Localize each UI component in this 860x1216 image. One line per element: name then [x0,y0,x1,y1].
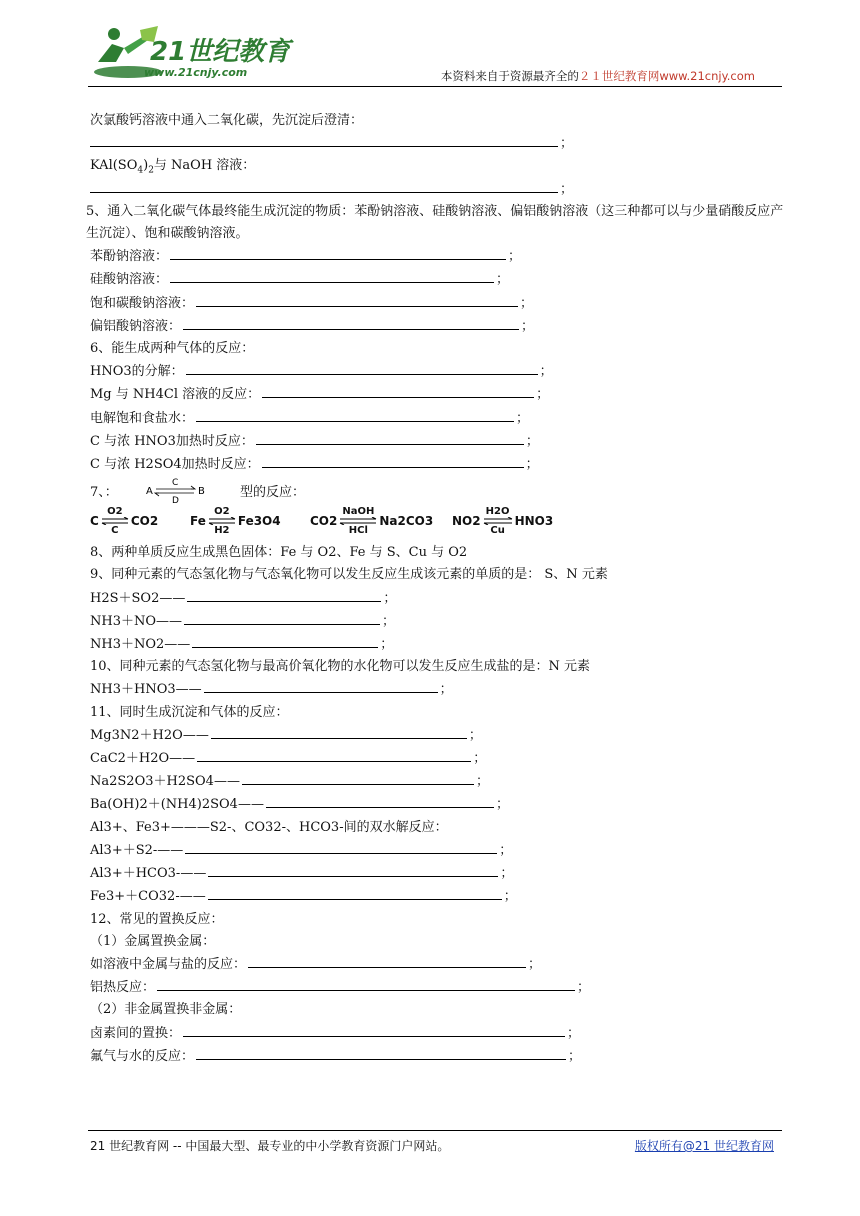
footer-text: 21 世纪教育网 -- 中国最大型、最专业的中小学教育资源门户网站。 [90,1139,450,1153]
diagram-b: B [198,486,205,498]
equation-example [310,506,433,536]
logo-text: 21世纪教育 [150,37,291,67]
answer-blank[interactable] [183,1022,565,1037]
answer-blank[interactable] [184,610,380,625]
question-text: ) [143,158,149,174]
answer-blank[interactable] [185,839,497,854]
answer-row [90,292,790,315]
double-arrow-icon [101,517,129,525]
header-note-url[interactable]: www.21cnjy.com [659,69,755,83]
answer-blank[interactable] [262,453,524,468]
item-label: 硅酸钠溶液： [90,272,169,288]
answer-blank[interactable] [196,1045,566,1060]
semicolon: ； [468,727,482,743]
semicolon: ； [500,866,514,882]
answer-row [90,724,790,747]
item-label: HNO3的分解： [90,364,184,380]
semicolon: ； [525,457,539,473]
section-9-heading: 9、同种元素的气态氢化物与气态氧化物可以发生反应生成该元素的单质的是： S、N 元素 [90,567,608,583]
double-arrow-icon [483,517,513,525]
answer-blank[interactable] [90,178,558,193]
item-label: Mg3N2＋H2O—— [90,727,209,743]
reversible-arrow-icon [483,506,513,536]
answer-row [90,976,790,999]
answer-row [90,678,790,701]
item-label: Mg 与 NH4Cl 溶液的反应： [90,387,261,403]
item-label: 卤素间的置换： [90,1025,182,1041]
section-6-heading: 6、能生成两种气体的反应： [90,341,255,357]
semicolon: ； [439,682,453,698]
section-12-subheading: （2）非金属置换非金属： [90,1002,242,1018]
answer-blank[interactable] [197,747,471,762]
equation-example [90,506,158,536]
answer-row [90,245,790,268]
double-arrow-icon [339,517,377,525]
section-12-subheading: （1）金属置换金属： [90,933,216,949]
header-divider [88,86,782,87]
arrow-bottom-reagent: HCl [348,525,368,537]
answer-blank[interactable] [196,407,514,422]
diagram-a: A [146,486,153,498]
equation-product: CO2 [130,514,159,529]
reversible-arrow-icon [208,506,236,536]
arrow-bottom-reagent: H2 [214,525,230,537]
section-5-heading: 5、通入二氧化碳气体最终能生成沉淀的物质：苯酚钠溶液、硅酸钠溶液、偏铝酸钠溶液（这三种都可以与少量硝酸反应产生沉淀）、饱和碳酸钠溶液。 [86,203,784,242]
answer-blank[interactable] [208,862,498,877]
item-label: NH3＋NO—— [90,613,183,629]
answer-blank[interactable] [262,383,534,398]
item-label: 电解饱和食盐水： [90,410,195,426]
equation-product: HNO3 [514,514,554,529]
answer-row [90,885,790,908]
equation-example [190,506,281,536]
item-label: Al3+＋S2-—— [90,842,184,858]
arrow-bottom-reagent: Cu [490,525,505,537]
answer-row [90,862,790,885]
semicolon: ； [473,751,487,767]
diagram-d: D [172,496,179,507]
answer-row [90,610,790,633]
answer-blank[interactable] [211,724,467,739]
semicolon: ； [521,318,535,334]
item-label: 偏铝酸钠溶液： [90,318,182,334]
answer-blank[interactable] [256,430,524,445]
answer-row [90,268,790,291]
header-note [441,68,755,84]
item-label: CaC2＋H2O—— [90,751,196,767]
item-label: H2S＋SO2—— [90,590,186,606]
diagram-c: C [172,478,179,489]
section-7-heading [90,476,790,506]
equation-example [452,506,553,536]
section-11-subheading: Al3+、Fe3+———S2-、CO32-、HCO3-间的双水解反应： [90,819,448,835]
item-label: C 与浓 HNO3加热时反应： [90,433,254,449]
answer-row [90,953,790,976]
question-text: 与 NaOH 溶液： [153,158,256,174]
arrow-bottom-reagent: C [111,525,119,537]
arrow-top-reagent: O2 [107,506,123,518]
section-10-heading: 10、同种元素的气态氢化物与最高价氧化物的水化物可以发生反应生成盐的是：N 元素 [90,659,591,675]
answer-row [90,360,790,383]
semicolon: ； [496,272,510,288]
equation-reactant: NO2 [452,514,481,529]
reversible-arrow-icon [101,506,129,536]
runner-logo-icon [88,22,298,84]
item-label: Al3+＋HCO3-—— [90,866,207,882]
semicolon: ； [528,956,542,972]
semicolon: ； [475,774,489,790]
semicolon: ； [499,842,513,858]
item-label: C 与浓 H2SO4加热时反应： [90,457,260,473]
equation-product: Fe3O4 [237,514,281,529]
answer-blank[interactable] [192,633,378,648]
semicolon: ； [516,410,530,426]
reversible-arrow-diagram [142,476,212,506]
semicolon: ； [382,613,396,629]
arrow-top-reagent: H2O [485,506,510,518]
answer-blank[interactable] [208,885,502,900]
answer-row [90,839,790,862]
item-label: NH3＋NO2—— [90,637,191,653]
arrow-top-reagent: O2 [214,506,230,518]
answer-blank[interactable] [248,953,526,968]
item-label: 铝热反应： [90,980,156,996]
answer-line [90,132,790,155]
question-line [90,155,790,177]
section-8-heading: 8、两种单质反应生成黑色固体：Fe 与 O2、Fe 与 S、Cu 与 O2 [90,545,468,561]
item-label: 苯酚钠溶液： [90,249,169,265]
item-label: NH3＋HNO3—— [90,682,202,698]
section-12-heading: 12、常见的置换反应： [90,911,224,927]
header-note-site[interactable]: ２１世纪教育网 [578,69,660,83]
answer-row [90,453,790,476]
answer-row [90,383,790,406]
semicolon: ； [567,1025,581,1041]
answer-blank[interactable] [187,587,381,602]
answer-blank[interactable] [157,976,575,991]
equation-examples [90,506,790,542]
answer-row [90,587,790,610]
semicolon: ； [503,889,517,905]
semicolon: ； [525,433,539,449]
section-7-label: 7、： [90,485,118,501]
semicolon: ； [508,249,522,265]
arrow-top-reagent: NaOH [342,506,375,518]
answer-row [90,430,790,453]
answer-row [90,315,790,338]
semicolon: ； [560,136,574,152]
answer-row [90,747,790,770]
item-label: Ba(OH)2＋(NH4)2SO4—— [90,797,264,813]
subscript: 2 [148,166,154,176]
answer-row [90,633,790,656]
answer-line [90,178,790,201]
semicolon: ； [520,295,534,311]
equation-reactant: Fe [190,514,206,529]
answer-row [90,793,790,816]
item-label: 饱和碳酸钠溶液： [90,295,195,311]
question-text: 次氯酸钙溶液中通入二氧化碳，先沉淀后澄清： [90,113,364,128]
answer-blank[interactable] [204,678,438,693]
answer-row [90,770,790,793]
answer-row [90,1022,790,1045]
item-label: 如溶液中金属与盐的反应： [90,956,247,972]
item-label: Fe3+＋CO32-—— [90,889,206,905]
answer-blank[interactable] [90,132,558,147]
answer-row [90,407,790,430]
equation-reactant: C [90,514,99,529]
subscript: 4 [137,166,144,176]
semicolon: ； [577,980,591,996]
answer-blank[interactable] [170,268,494,283]
reversible-arrow-icon [339,506,377,536]
semicolon: ； [568,1048,582,1064]
header-note-prefix: 本资料来自于资源最齐全的 [440,69,579,83]
section-7-suffix: 型的反应： [240,485,306,501]
semicolon: ； [380,637,394,653]
worksheet-body [86,110,790,1068]
answer-row [90,1045,790,1068]
footer-divider [88,1130,782,1131]
logo-url: www.21cnjy.com [144,66,248,79]
footer-copyright-link[interactable]: 版权所有@21 世纪教育网 [634,1139,774,1153]
semicolon: ； [539,364,553,380]
logo [88,22,298,84]
semicolon: ； [536,387,550,403]
item-label: 氟气与水的反应： [90,1048,195,1064]
answer-blank[interactable] [196,292,518,307]
semicolon: ； [383,590,397,606]
answer-blank[interactable] [183,315,519,330]
double-arrow-icon [208,517,236,525]
section-11-heading: 11、同时生成沉淀和气体的反应： [90,704,289,720]
item-label: Na2S2O3＋H2SO4—— [90,774,240,790]
semicolon: ； [495,797,509,813]
answer-blank[interactable] [266,793,494,808]
answer-blank[interactable] [186,360,538,375]
equation-product: Na2CO3 [379,514,434,529]
equation-reactant: CO2 [310,514,338,529]
answer-blank[interactable] [242,770,474,785]
semicolon: ； [560,181,574,197]
answer-blank[interactable] [170,245,506,260]
question-line [90,110,790,132]
question-text: KAl(SO [90,158,138,174]
